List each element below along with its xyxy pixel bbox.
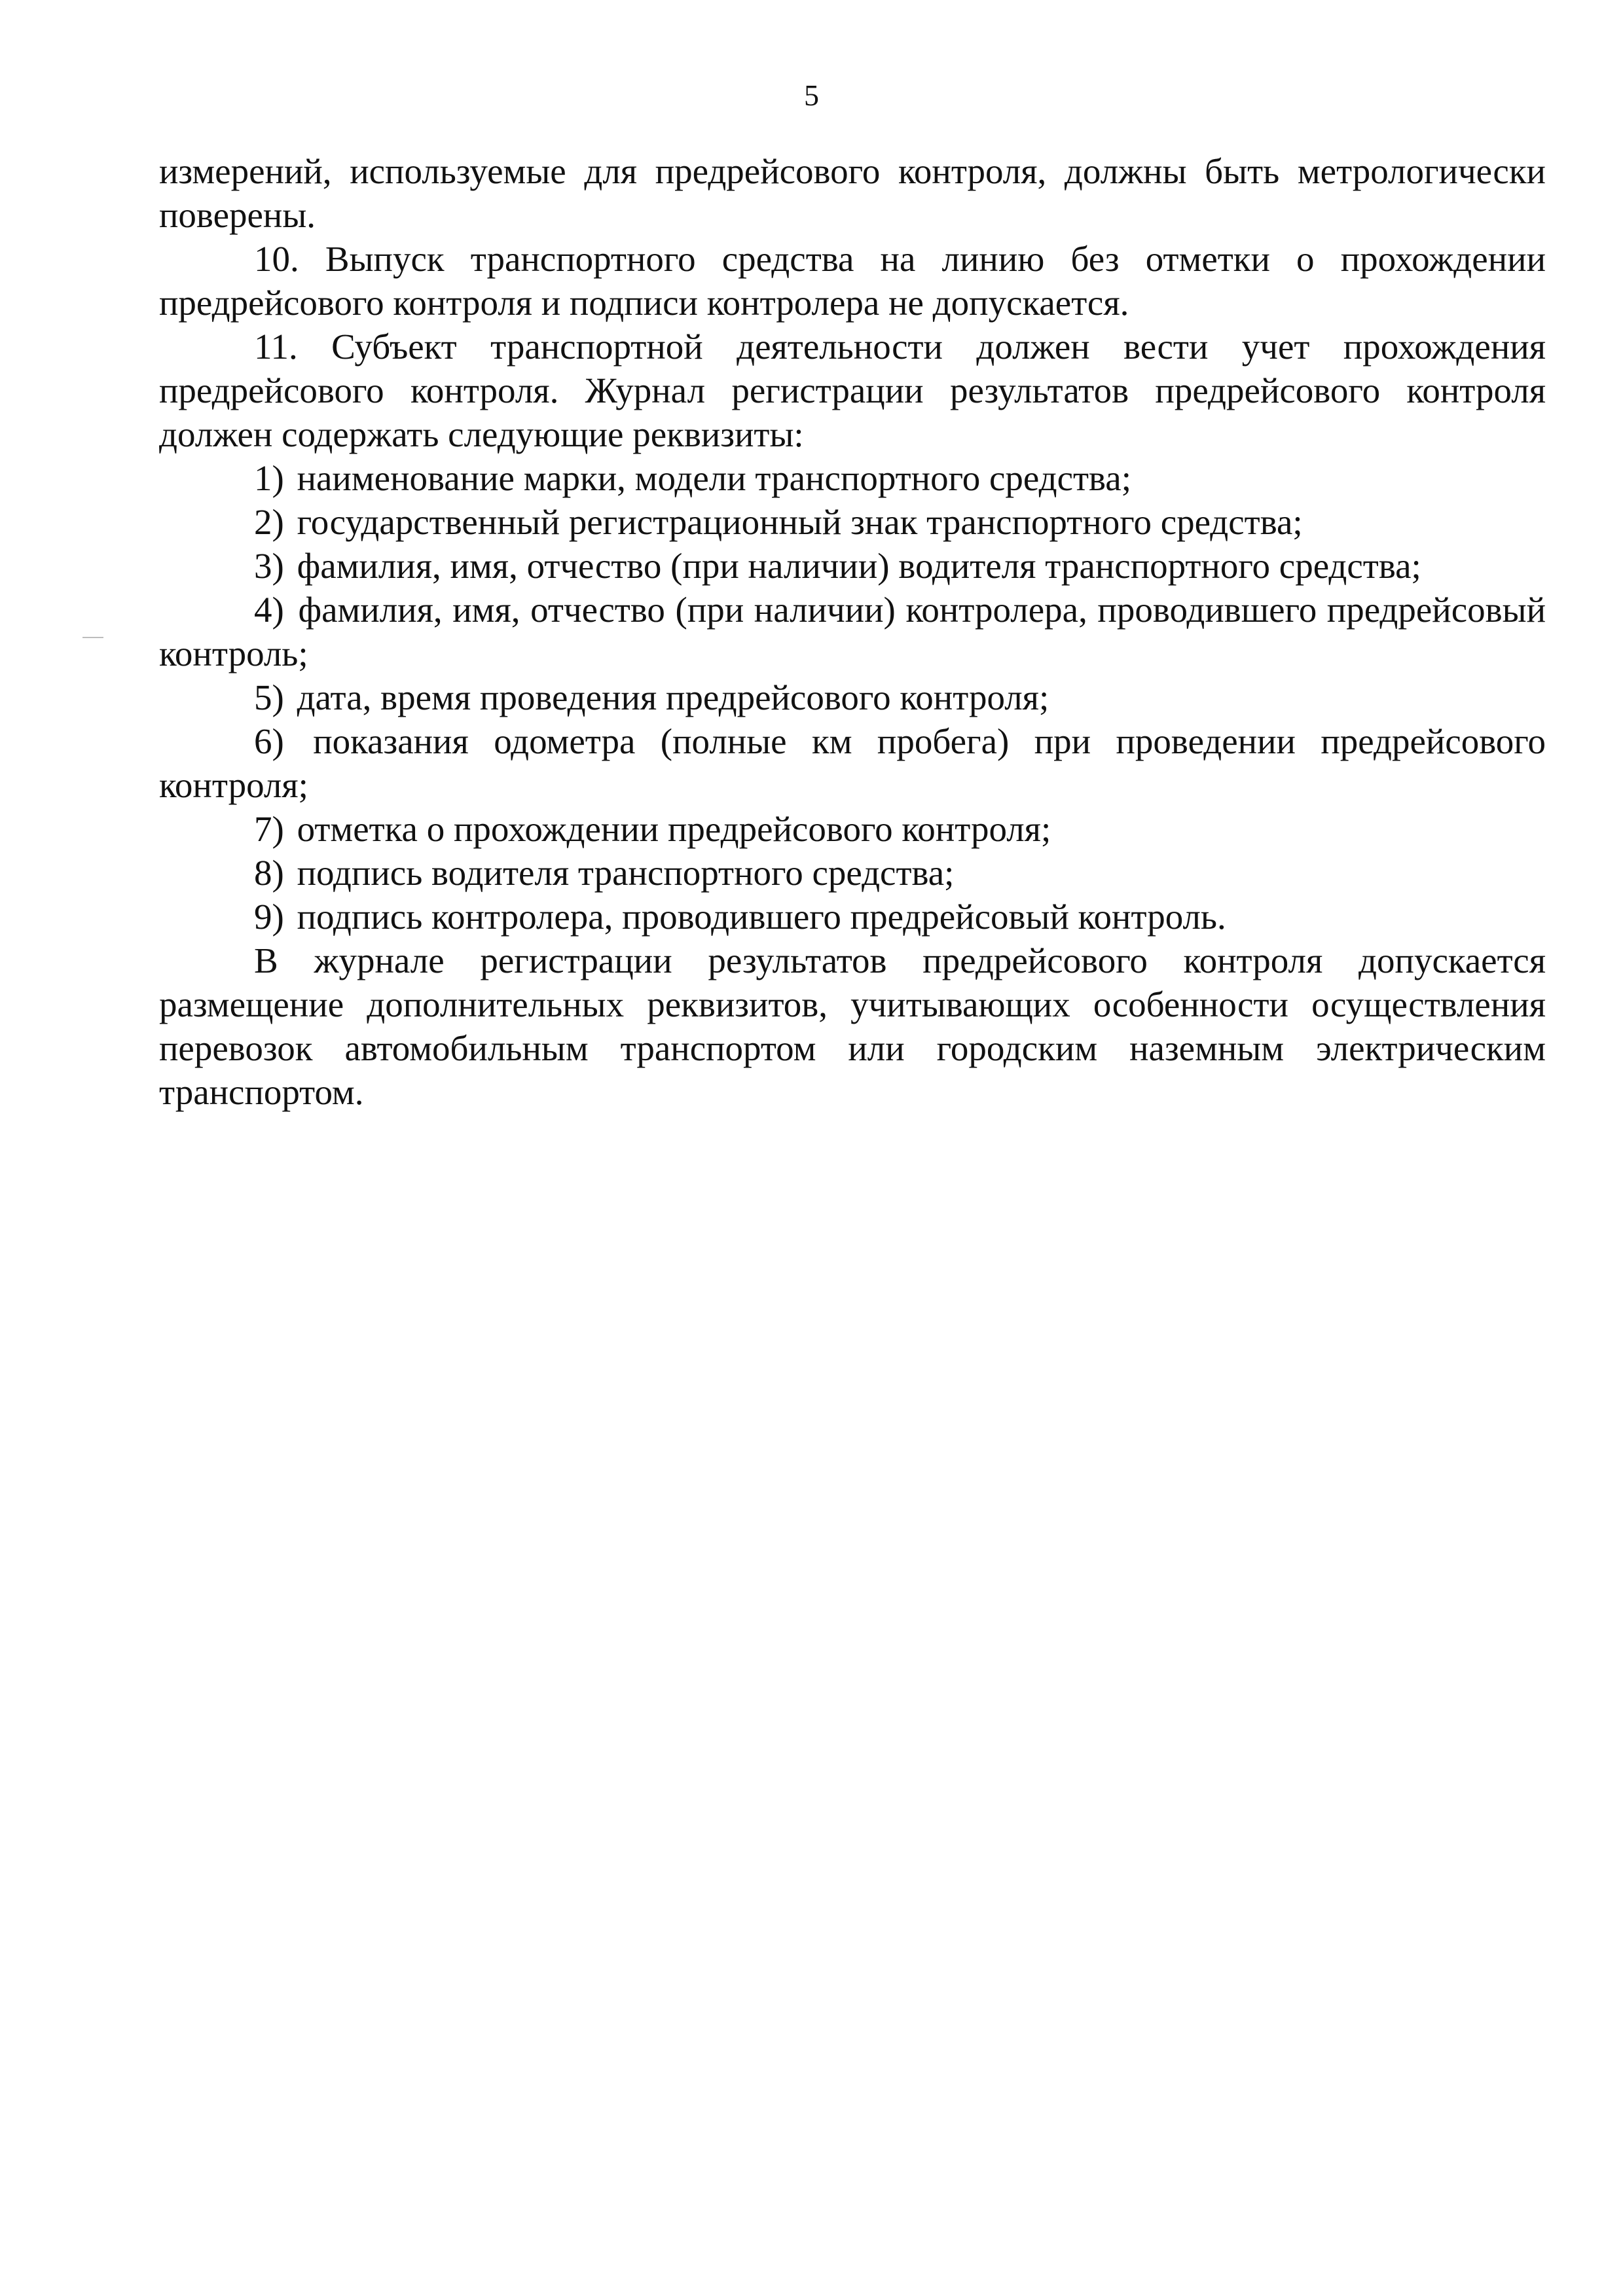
requisites-list xyxy=(159,456,1546,939)
page-number: 5 xyxy=(804,79,819,112)
paragraph-11: 11. Субъект транспортной деятельности должен вести учет прохождения предрейсового контроля. Журнал регистрации результатов предрейсового контроля должен содержать следующие реквизиты: xyxy=(159,327,1546,454)
list-item: 7) отметка о прохождении предрейсового контроля; xyxy=(254,809,1051,849)
scan-edge-mark xyxy=(82,637,103,638)
list-item: 2) государственный регистрационный знак транспортного средства; xyxy=(254,502,1303,542)
list-item: 4) фамилия, имя, отчество (при наличии) контролера, проводившего предрейсовый контроль; xyxy=(159,590,1546,673)
document-body xyxy=(159,149,1546,1114)
list-item: 8) подпись водителя транспортного средства; xyxy=(254,853,955,893)
paragraph-continuation: измерений, используемые для предрейсового контроля, должны быть метрологически поверены. xyxy=(159,151,1546,235)
list-item: 5) дата, время проведения предрейсового контроля; xyxy=(254,677,1049,717)
list-item: 3) фамилия, имя, отчество (при наличии) водителя транспортного средства; xyxy=(254,546,1421,586)
paragraph-10: 10. Выпуск транспортного средства на линию без отметки о прохождении предрейсового контроля и подписи контролера не допускается. xyxy=(159,239,1546,323)
paragraph-closing: В журнале регистрации результатов предрейсового контроля допускается размещение дополнительных реквизитов, учитывающих особенности осуществления перевозок автомобильным транспортом или городским наземным электрическим транспортом. xyxy=(159,941,1546,1112)
list-item: 9) подпись контролера, проводившего предрейсовый контроль. xyxy=(254,897,1226,937)
list-item: 6) показания одометра (полные км пробега) при проведении предрейсового контроля; xyxy=(159,721,1546,805)
list-item: 1) наименование марки, модели транспортного средства; xyxy=(254,458,1131,498)
